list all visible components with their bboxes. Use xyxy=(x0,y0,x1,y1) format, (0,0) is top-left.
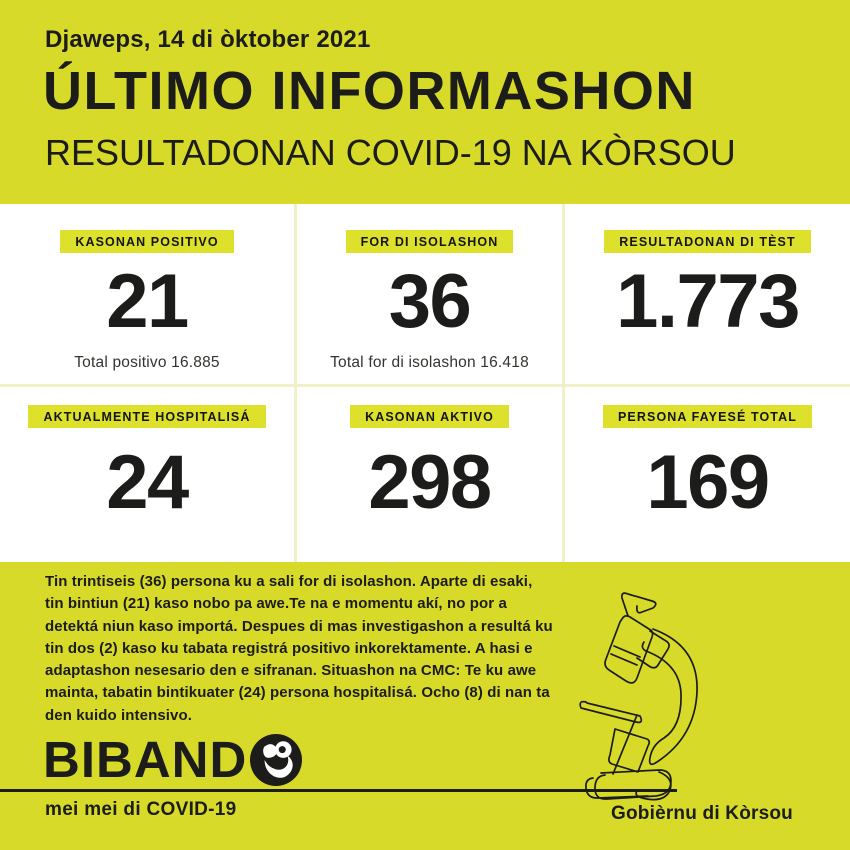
summary-paragraph: Tin trintiseis (36) persona ku a sali for di isolashon. Aparte di esaki, tin bintiun (21) kaso nobo pa awe.Te na e momentu akí, no por a detektá niun kaso importá. Despues di mas investigashon a resultá ku tin dos (2) kaso ku tabata registrá positivo inkorektamente. A hasi e adaptashon nesesario den e sifranan. Situashon na CMC: Te ku awe mainta, tabatin bintikuater (24) persona hospitalisá. Ocho (8) di nan ta den kuido intensivo. xyxy=(45,573,553,724)
stat-value: 1.773 xyxy=(616,259,799,344)
stat-value: 24 xyxy=(106,440,188,525)
stat-label: KASONAN POSITIVO xyxy=(60,230,233,253)
stat-card-kasonan-positivo xyxy=(0,204,294,384)
stat-value: 298 xyxy=(368,440,491,525)
page-title: ÚLTIMO INFORMASHON xyxy=(43,61,696,121)
stat-label: AKTUALMENTE HOSPITALISÁ xyxy=(28,405,265,428)
stat-label: PERSONA FAYESÉ TOTAL xyxy=(603,405,812,428)
stat-value: 21 xyxy=(106,259,188,344)
stats-panel xyxy=(0,204,850,562)
page-subtitle: RESULTADONAN COVID-19 NA KÒRSOU xyxy=(45,132,736,173)
stat-label: FOR DI ISOLASHON xyxy=(346,230,514,253)
stat-card-persona-fayese-total xyxy=(565,387,850,562)
stat-value: 169 xyxy=(646,440,769,525)
stat-card-resultadonan-di-test xyxy=(565,204,850,384)
brand-tagline: mei mei di COVID-19 xyxy=(45,799,237,820)
stat-value: 36 xyxy=(388,259,471,344)
stat-note: Total for di isolashon 16.418 xyxy=(330,354,529,371)
stat-card-aktualmente-hospitalisa xyxy=(0,387,294,562)
date-line: Djaweps, 14 di òktober 2021 xyxy=(45,26,371,53)
stat-card-kasonan-aktivo xyxy=(297,387,562,562)
bottom-section xyxy=(0,562,850,850)
stat-label: KASONAN AKTIVO xyxy=(350,405,509,428)
microscope-line-art-icon xyxy=(553,588,728,808)
brand-wordmark: BIBAND xyxy=(43,731,248,788)
stat-label: RESULTADONAN DI TÈST xyxy=(604,230,810,253)
brand-lockup xyxy=(43,731,302,788)
footer-rule xyxy=(0,789,677,792)
government-credit: Gobièrnu di Kòrsou xyxy=(611,803,793,824)
bibando-swirl-logo-icon xyxy=(250,734,302,786)
stat-card-for-di-isolashon xyxy=(297,204,562,384)
stat-note: Total positivo 16.885 xyxy=(74,354,220,371)
